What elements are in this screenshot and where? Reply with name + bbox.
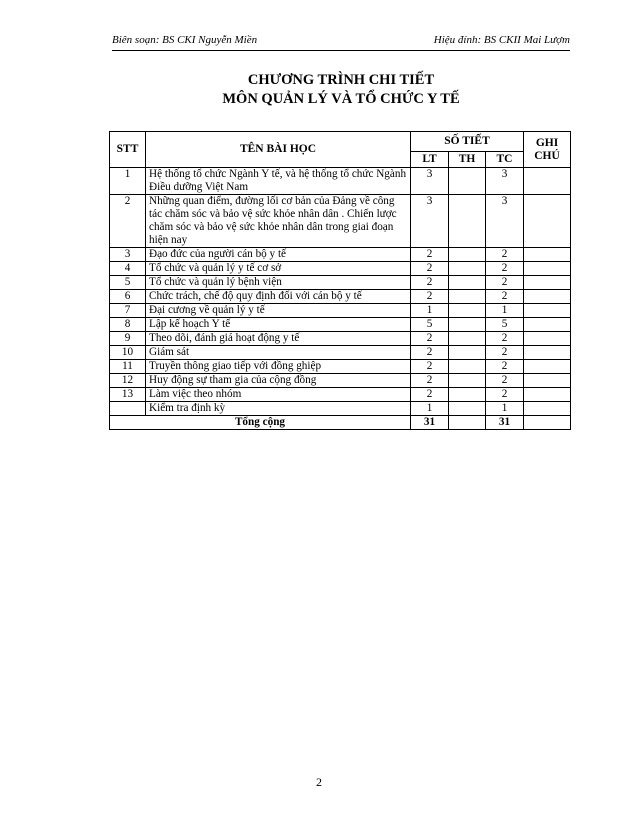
total-th bbox=[449, 416, 486, 430]
table-row bbox=[110, 262, 571, 276]
row-tc: 2 bbox=[486, 262, 524, 276]
row-stt: 7 bbox=[110, 304, 146, 318]
table-row bbox=[110, 276, 571, 290]
table-row bbox=[110, 374, 571, 388]
row-tc: 3 bbox=[486, 168, 524, 195]
row-lesson-name: Chức trách, chế độ quy định đối với cán bộ y tế bbox=[146, 290, 411, 304]
row-lesson-name: Tổ chức và quản lý bệnh viện bbox=[146, 276, 411, 290]
row-th bbox=[449, 195, 486, 248]
row-lesson-name: Kiểm tra định kỳ bbox=[146, 402, 411, 416]
table-row bbox=[110, 195, 571, 248]
row-stt: 6 bbox=[110, 290, 146, 304]
row-th bbox=[449, 388, 486, 402]
lesson-table bbox=[109, 131, 571, 430]
row-th bbox=[449, 402, 486, 416]
row-note bbox=[524, 318, 571, 332]
total-note bbox=[524, 416, 571, 430]
row-lt: 2 bbox=[411, 276, 449, 290]
row-th bbox=[449, 168, 486, 195]
table-row bbox=[110, 402, 571, 416]
col-header-th: TH bbox=[449, 152, 486, 168]
col-header-stt: STT bbox=[110, 132, 146, 168]
row-stt: 4 bbox=[110, 262, 146, 276]
table-row bbox=[110, 290, 571, 304]
row-note bbox=[524, 290, 571, 304]
col-header-tc: TC bbox=[486, 152, 524, 168]
row-stt: 3 bbox=[110, 248, 146, 262]
document-title: CHƯƠNG TRÌNH CHI TIẾT bbox=[247, 72, 435, 88]
col-header-lesson-name: TÊN BÀI HỌC bbox=[146, 132, 411, 168]
row-stt bbox=[110, 402, 146, 416]
row-lt: 1 bbox=[411, 402, 449, 416]
row-lesson-name: Hệ thống tổ chức Ngành Y tế, và hệ thống tổ chức Ngành Điều dưỡng Việt Nam bbox=[146, 168, 411, 195]
row-lesson-name: Truyền thông giao tiếp với đồng ghiệp bbox=[146, 360, 411, 374]
row-tc: 2 bbox=[486, 388, 524, 402]
row-stt: 10 bbox=[110, 346, 146, 360]
table-row bbox=[110, 360, 571, 374]
page-header bbox=[112, 32, 570, 51]
row-note bbox=[524, 304, 571, 318]
row-th bbox=[449, 318, 486, 332]
row-note bbox=[524, 360, 571, 374]
row-lt: 3 bbox=[411, 195, 449, 248]
row-lt: 2 bbox=[411, 360, 449, 374]
col-header-lt: LT bbox=[411, 152, 449, 168]
table-row bbox=[110, 318, 571, 332]
row-lt: 2 bbox=[411, 262, 449, 276]
row-tc: 2 bbox=[486, 276, 524, 290]
row-lt: 2 bbox=[411, 346, 449, 360]
row-tc: 1 bbox=[486, 402, 524, 416]
row-lt: 2 bbox=[411, 388, 449, 402]
total-row bbox=[110, 416, 571, 430]
row-lesson-name: Đại cương về quản lý y tế bbox=[146, 304, 411, 318]
total-tc: 31 bbox=[486, 416, 524, 430]
row-th bbox=[449, 360, 486, 374]
table-row bbox=[110, 346, 571, 360]
total-label: Tổng cộng bbox=[110, 416, 411, 430]
row-stt: 5 bbox=[110, 276, 146, 290]
row-tc: 2 bbox=[486, 248, 524, 262]
table-row bbox=[110, 388, 571, 402]
row-stt: 1 bbox=[110, 168, 146, 195]
row-tc: 2 bbox=[486, 374, 524, 388]
row-stt: 9 bbox=[110, 332, 146, 346]
row-th bbox=[449, 374, 486, 388]
row-note bbox=[524, 388, 571, 402]
header-editor: Hiệu đính: BS CKII Mai Lượm bbox=[433, 34, 570, 46]
page-number: 2 bbox=[316, 775, 322, 789]
row-stt: 2 bbox=[110, 195, 146, 248]
row-stt: 12 bbox=[110, 374, 146, 388]
document-subtitle: MÔN QUẢN LÝ VÀ TỔ CHỨC Y TẾ bbox=[222, 91, 460, 107]
row-th bbox=[449, 290, 486, 304]
row-lt: 2 bbox=[411, 374, 449, 388]
row-lesson-name: Làm việc theo nhóm bbox=[146, 388, 411, 402]
row-th bbox=[449, 332, 486, 346]
row-note bbox=[524, 248, 571, 262]
row-lesson-name: Huy động sự tham gia của cộng đồng bbox=[146, 374, 411, 388]
row-tc: 1 bbox=[486, 304, 524, 318]
row-lesson-name: Giám sát bbox=[146, 346, 411, 360]
row-lt: 1 bbox=[411, 304, 449, 318]
row-note bbox=[524, 195, 571, 248]
row-note bbox=[524, 374, 571, 388]
col-header-ghi-chu: GHI CHÚ bbox=[524, 132, 571, 168]
row-lesson-name: Những quan điểm, đường lối cơ bản của Đảng về công tác chăm sóc và bảo vệ sức khỏe nhân dân . Chiến lược chăm sóc và bảo vệ sức khỏe nhân dân trong giai đoạn hiện nay bbox=[146, 195, 411, 248]
header-author: Biên soạn: BS CKI Nguyễn Miền bbox=[112, 34, 258, 46]
row-tc: 2 bbox=[486, 332, 524, 346]
total-lt: 31 bbox=[411, 416, 449, 430]
row-note bbox=[524, 262, 571, 276]
row-lt: 2 bbox=[411, 332, 449, 346]
row-th bbox=[449, 304, 486, 318]
table-row bbox=[110, 248, 571, 262]
row-tc: 5 bbox=[486, 318, 524, 332]
row-lesson-name: Theo dõi, đánh giá hoạt động y tế bbox=[146, 332, 411, 346]
row-note bbox=[524, 332, 571, 346]
row-lt: 2 bbox=[411, 248, 449, 262]
table-row bbox=[110, 304, 571, 318]
row-note bbox=[524, 346, 571, 360]
table-row bbox=[110, 332, 571, 346]
row-lt: 3 bbox=[411, 168, 449, 195]
row-th bbox=[449, 276, 486, 290]
row-note bbox=[524, 276, 571, 290]
row-lesson-name: Lập kế hoạch Y tế bbox=[146, 318, 411, 332]
row-stt: 8 bbox=[110, 318, 146, 332]
row-tc: 2 bbox=[486, 346, 524, 360]
row-th bbox=[449, 248, 486, 262]
row-note bbox=[524, 402, 571, 416]
col-header-so-tiet: SỐ TIẾT bbox=[411, 132, 524, 152]
row-stt: 13 bbox=[110, 388, 146, 402]
row-note bbox=[524, 168, 571, 195]
row-lt: 5 bbox=[411, 318, 449, 332]
lesson-rows bbox=[110, 168, 571, 416]
row-lesson-name: Đạo đức của người cán bộ y tế bbox=[146, 248, 411, 262]
row-lt: 2 bbox=[411, 290, 449, 304]
row-tc: 3 bbox=[486, 195, 524, 248]
row-tc: 2 bbox=[486, 290, 524, 304]
row-stt: 11 bbox=[110, 360, 146, 374]
row-lesson-name: Tổ chức và quản lý y tế cơ sở bbox=[146, 262, 411, 276]
row-th bbox=[449, 262, 486, 276]
row-tc: 2 bbox=[486, 360, 524, 374]
row-th bbox=[449, 346, 486, 360]
table-row bbox=[110, 168, 571, 195]
